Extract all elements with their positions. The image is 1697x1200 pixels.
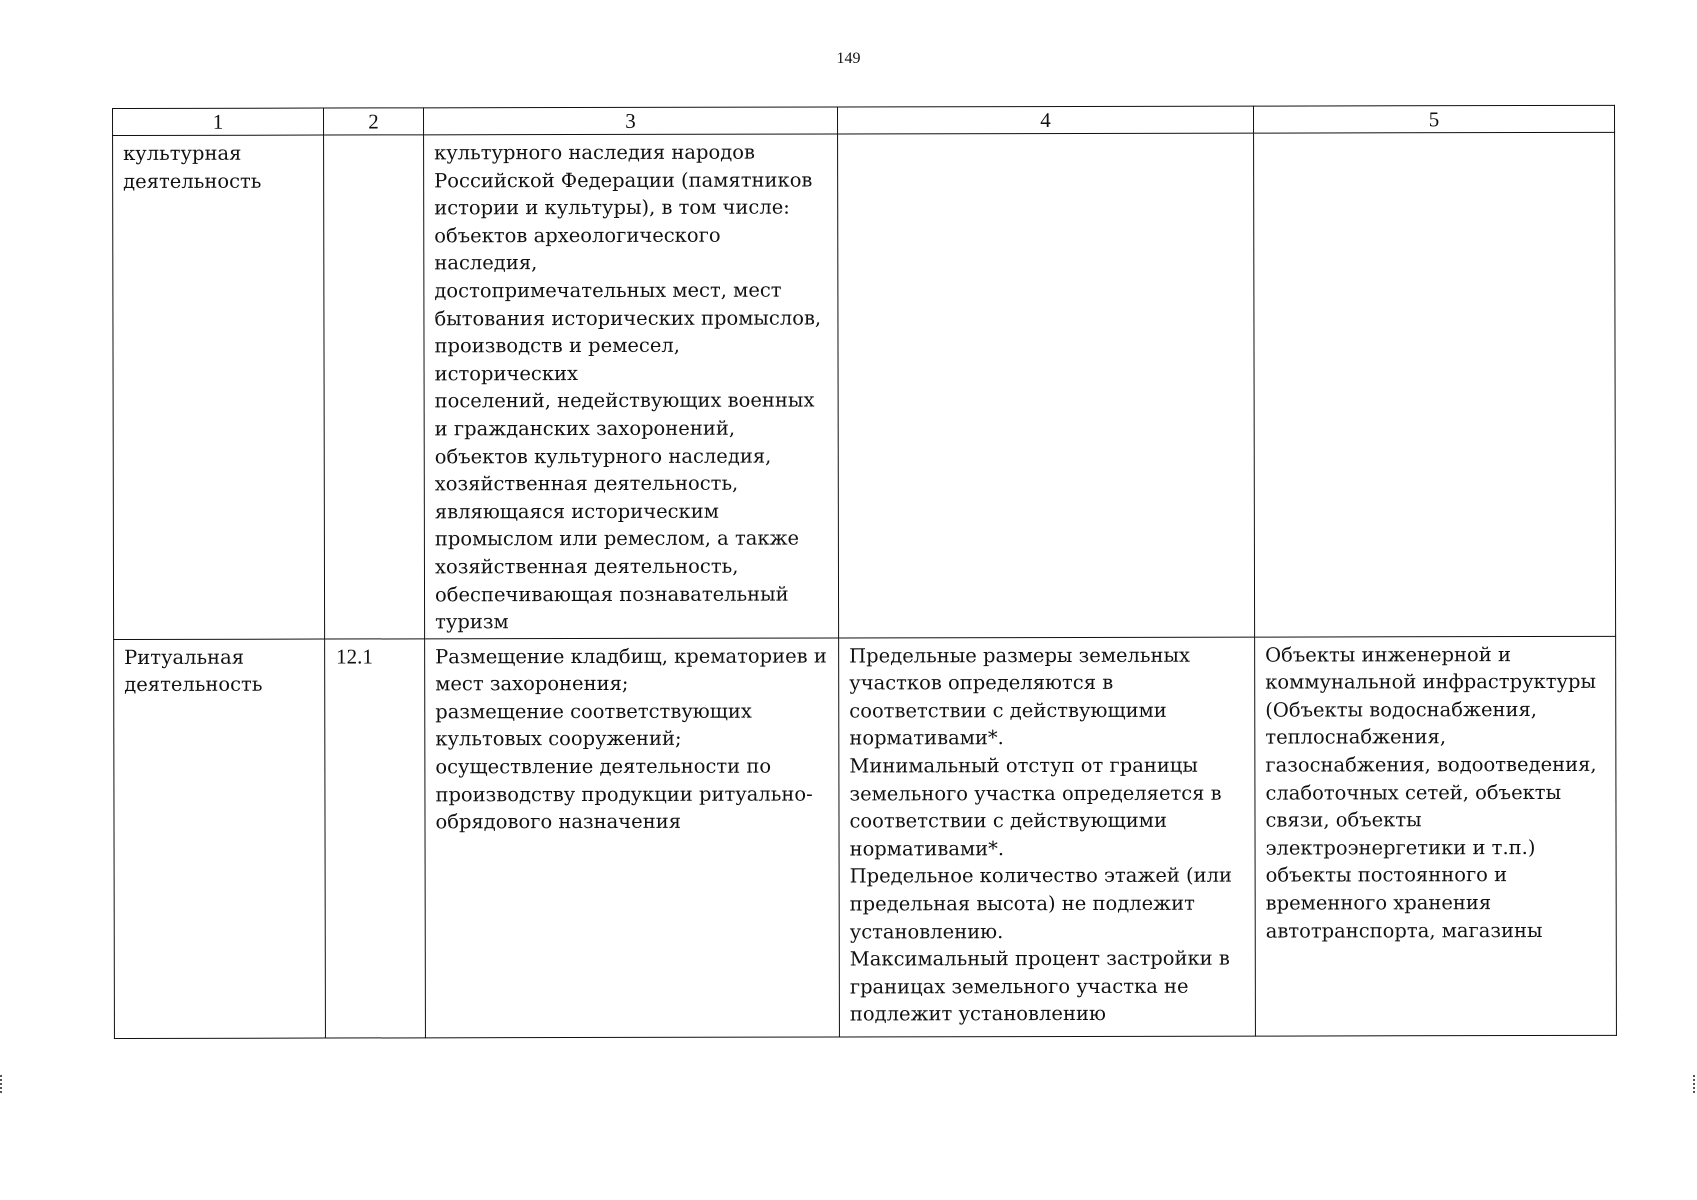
row-2-parameters [839, 637, 1256, 1037]
header-col-3: 3 [424, 107, 838, 135]
row-1-code [324, 135, 425, 639]
land-use-table [112, 105, 1617, 1039]
cell-text: Размещение кладбищ, крематориев и мест захоронения; размещение соответствующих культовых сооружений; осуществление деятельности по производству продукции ритуально- обрядового назначения [435, 644, 827, 834]
table-header-row [113, 105, 1615, 135]
cell-text: Предельные размеры земельных участков определяются в соответствии с действующими нормативами*. Минимальный отступ от границы земельного участка определяется в соответствии с действующими нормативами*. Предельное количество этажей (или предельная высота) не подлежит установлению. Максимальный процент застройки в границах земельного участка не подлежит установлению [849, 643, 1233, 1026]
row-1-parameters [838, 133, 1255, 638]
header-col-5: 5 [1253, 105, 1614, 133]
table-row [113, 132, 1616, 639]
cell-text [848, 138, 1245, 139]
row-2-description [425, 638, 840, 1038]
cell-text: культурного наследия народов Российской Федерации (памятников истории и культуры), в том числе: объектов археологического наследия, достопримечательных мест, мест бытования исторических промыслов, производств и ремесел, исторических поселений, недействующих военных и гражданских захоронений, объектов культурного наследия, хозяйственная деятельность, являющаяся историческим промыслом или ремеслом, а также хозяйственная деятельность, обеспечивающая познавательный туризм [434, 140, 822, 634]
table-row [114, 636, 1617, 1038]
cell-text: 12.1 [336, 644, 373, 669]
page-number: 149 [836, 50, 861, 67]
cell-text [1264, 137, 1606, 138]
cell-text: культурная деятельность [123, 141, 262, 193]
scan-edge-mark-left [0, 1075, 4, 1093]
row-2-use-name [114, 639, 326, 1038]
header-col-2: 2 [324, 108, 424, 135]
row-1-auxiliary-uses [1254, 132, 1616, 636]
header-col-1: 1 [113, 108, 324, 135]
row-2-auxiliary-uses [1255, 636, 1617, 1036]
row-1-description [424, 134, 839, 639]
cell-text: Объекты инженерной и коммунальной инфраструктуры (Объекты водоснабжения, теплоснабжения, газоснабжения, водоотведения, слаботочных сетей, объекты связи, объекты электроэнергетики и т.п.) объекты постоянного и временного хранения автотранспорта, магазины [1265, 642, 1597, 943]
row-2-code [325, 639, 426, 1038]
row-1-use-name [113, 135, 325, 639]
cell-text: Ритуальная деятельность [124, 645, 263, 697]
header-col-4: 4 [837, 106, 1253, 134]
scan-edge-mark-right [1693, 1075, 1697, 1093]
